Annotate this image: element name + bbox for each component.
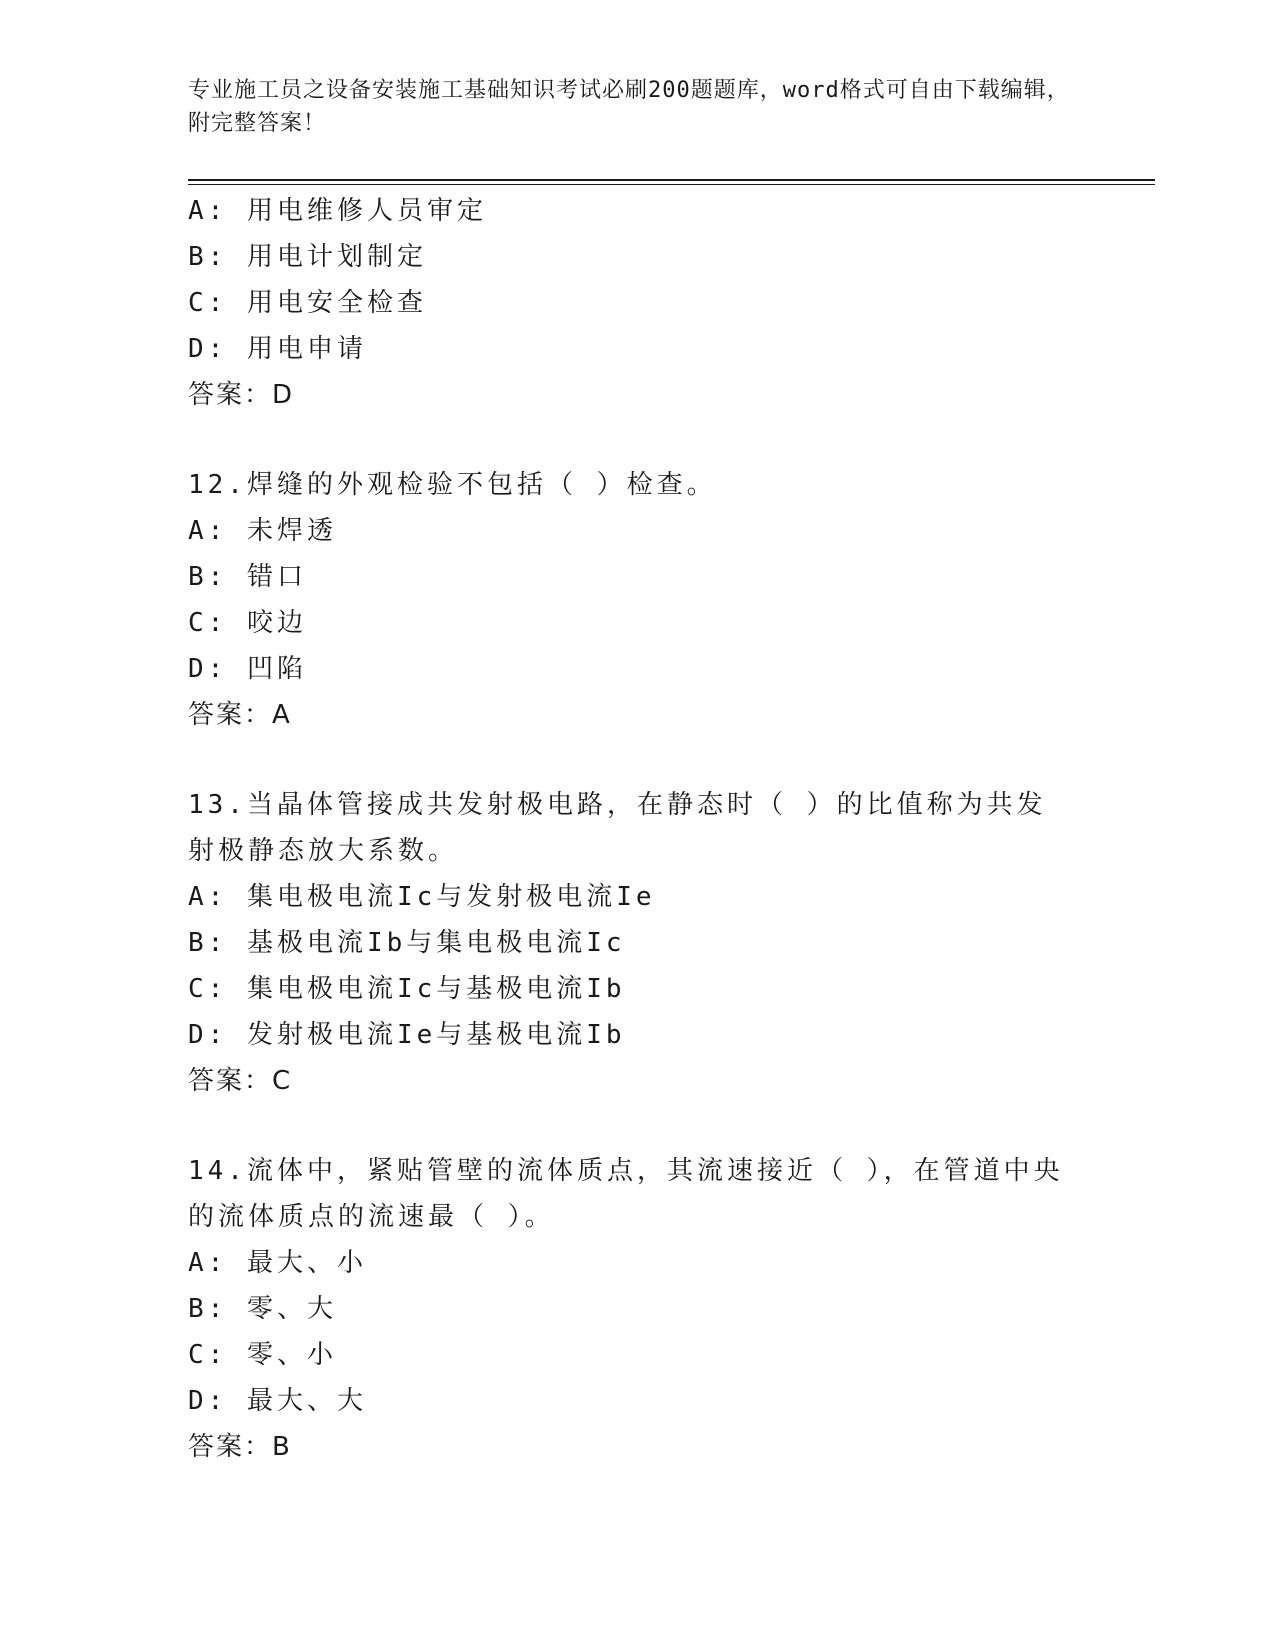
answer-line: 答案：C <box>188 1066 293 1096</box>
question-13 <box>188 782 1088 1104</box>
answer-line: 答案：B <box>188 1432 292 1462</box>
option-d: D: 最大、大 <box>188 1386 367 1416</box>
option-d: D: 凹陷 <box>188 654 307 684</box>
option-b: B: 基极电流Ib与集电极电流Ic <box>188 928 626 958</box>
option-d: D: 用电申请 <box>188 334 367 364</box>
option-a: A: 最大、小 <box>188 1248 367 1278</box>
option-c: C: 用电安全检查 <box>188 288 427 318</box>
option-a: A: 未焊透 <box>188 516 337 546</box>
option-c: C: 集电极电流Ic与基极电流Ib <box>188 974 626 1004</box>
question-list <box>188 188 1088 1470</box>
header-divider-thick <box>188 179 1155 181</box>
question-text: 12.焊缝的外观检验不包括（ ）检查。 <box>188 470 717 500</box>
question-text: 13.当晶体管接成共发射极电路，在静态时（ ）的比值称为共发射极静态放大系数。 <box>188 790 1047 866</box>
option-c: C: 咬边 <box>188 608 307 638</box>
option-d: D: 发射极电流Ie与基极电流Ib <box>188 1020 626 1050</box>
question-14 <box>188 1148 1088 1470</box>
document-intro: 专业施工员之设备安装施工基础知识考试必刷200题题库，word格式可自由下载编辑，附完整答案！ <box>188 78 1070 136</box>
question-text: 14.流体中，紧贴管壁的流体质点，其流速接近（ ），在管道中央的流体质点的流速最（ ）。 <box>188 1156 1064 1232</box>
option-a: A: 集电极电流Ic与发射极电流Ie <box>188 882 656 912</box>
option-b: B: 零、大 <box>188 1294 337 1324</box>
question-12 <box>188 462 1088 738</box>
option-b: B: 错口 <box>188 562 307 592</box>
question-11-continued <box>188 188 1088 418</box>
answer-line: 答案：A <box>188 700 292 730</box>
header-divider-thin <box>188 184 1155 185</box>
option-a: A: 用电维修人员审定 <box>188 196 487 226</box>
option-b: B: 用电计划制定 <box>188 242 427 272</box>
answer-line: 答案：D <box>188 380 295 410</box>
option-c: C: 零、小 <box>188 1340 337 1370</box>
